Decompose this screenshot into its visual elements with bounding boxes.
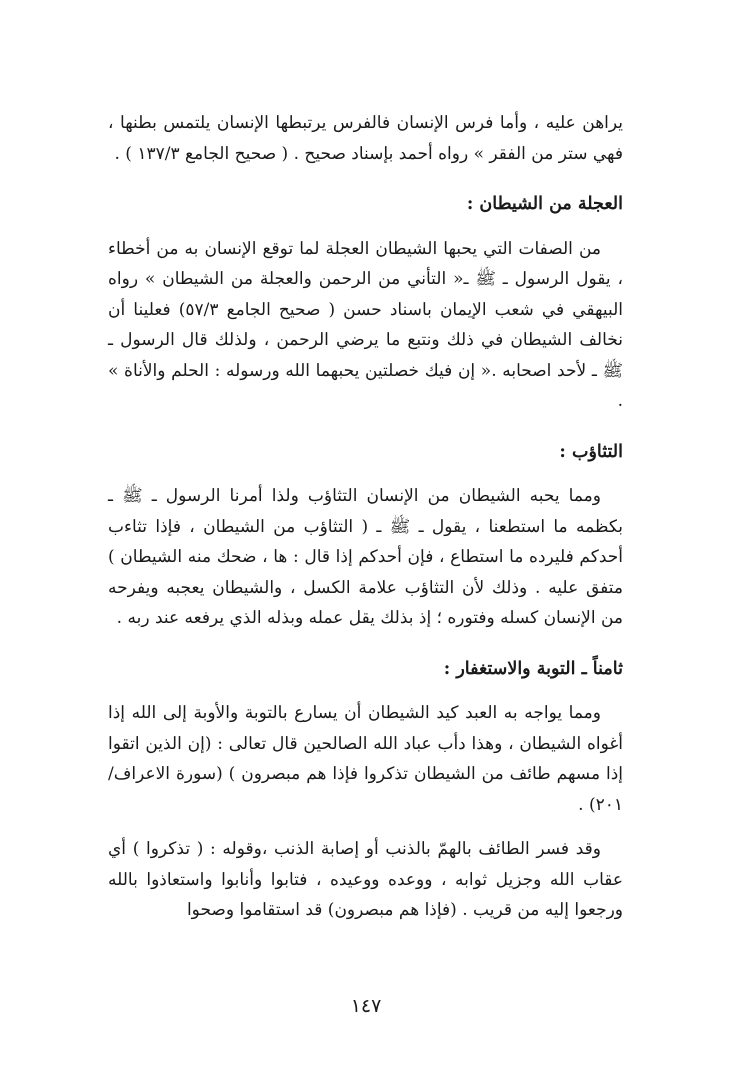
heading-repentance: ثامناً ـ التوبة والاستغفار : — [443, 658, 623, 679]
paragraph-haste: من الصفات التي يحبها الشيطان العجلة لما توقع الإنسان به من أخطاء ، يقول الرسول ـ ﷺ ـ« التأني من الرحمن والعجلة من الشيطان » رواه البيهقي في شعب الإيمان باسناد حسن ( صحيح الجامع ٥٧/٣) فعلينا أن نخالف الشيطان في ذلك ونتبع ما يرضي الرحمن ، ولذلك قال الرسول ـ ﷺ ـ لأحد اصحابه .« إن فيك خصلتين يحبهما الله ورسوله : الحلم والأناة » . — [108, 238, 624, 411]
paragraph-tafsir: وقد فسر الطائف بالهمّ بالذنب أو إصابة الذنب ،وقوله : ( تذكروا ) أي عقاب الله وجزيل ثوابه ، ووعده ووعيده ، فتابوا وأنابوا واستعاذوا بالله ورجعوا إليه من قريب . (فإذا هم مبصرون) قد استقاموا وصحوا — [108, 839, 623, 920]
paragraph-repentance: ومما يواجه به العبد كيد الشيطان أن يسارع بالتوبة والأوبة إلى الله إذا أغواه الشيطان ، وهذا دأب عباد الله الصالحين قال تعالى : (إن الذين اتقوا إذا مسهم طائف من الشيطان تذكروا فإذا هم مبصرون ) (سورة الاعراف/ ٢٠١) . — [108, 703, 623, 815]
page-number: ١٤٧ — [350, 995, 382, 1017]
heading-yawning: التثاؤب : — [559, 441, 623, 462]
paragraph-hadith-continuation: يراهن عليه ، وأما فرس الإنسان فالفرس يرتبطها الإنسان يلتمس بطنها ، فهي ستر من الفقر » رواه أحمد بإسناد صحيح . ( صحيح الجامع ١٣٧/٣ ) . — [108, 113, 623, 164]
heading-haste-from-satan: العجلة من الشيطان : — [466, 194, 623, 214]
page-body — [108, 108, 623, 926]
paragraph-yawning: ومما يحبه الشيطان من الإنسان التثاؤب ولذا أمرنا الرسول ـ ﷺ ـ بكظمه ما استطعنا ، يقول ـ ﷺ ـ ( التثاؤب من الشيطان ، فإذا تثاءب أحدكم فليرده ما استطاع ، فإن أحدكم إذا قال : ها ، ضحك منه الشيطان ) متفق عليه . وذلك لأن التثاؤب علامة الكسل ، والشيطان يعجبه ويفرحه من الإنسان كسله وفتوره ؛ إذ بذلك يقل عمله وبذله الذي يرفعه عند ربه . — [108, 486, 623, 628]
